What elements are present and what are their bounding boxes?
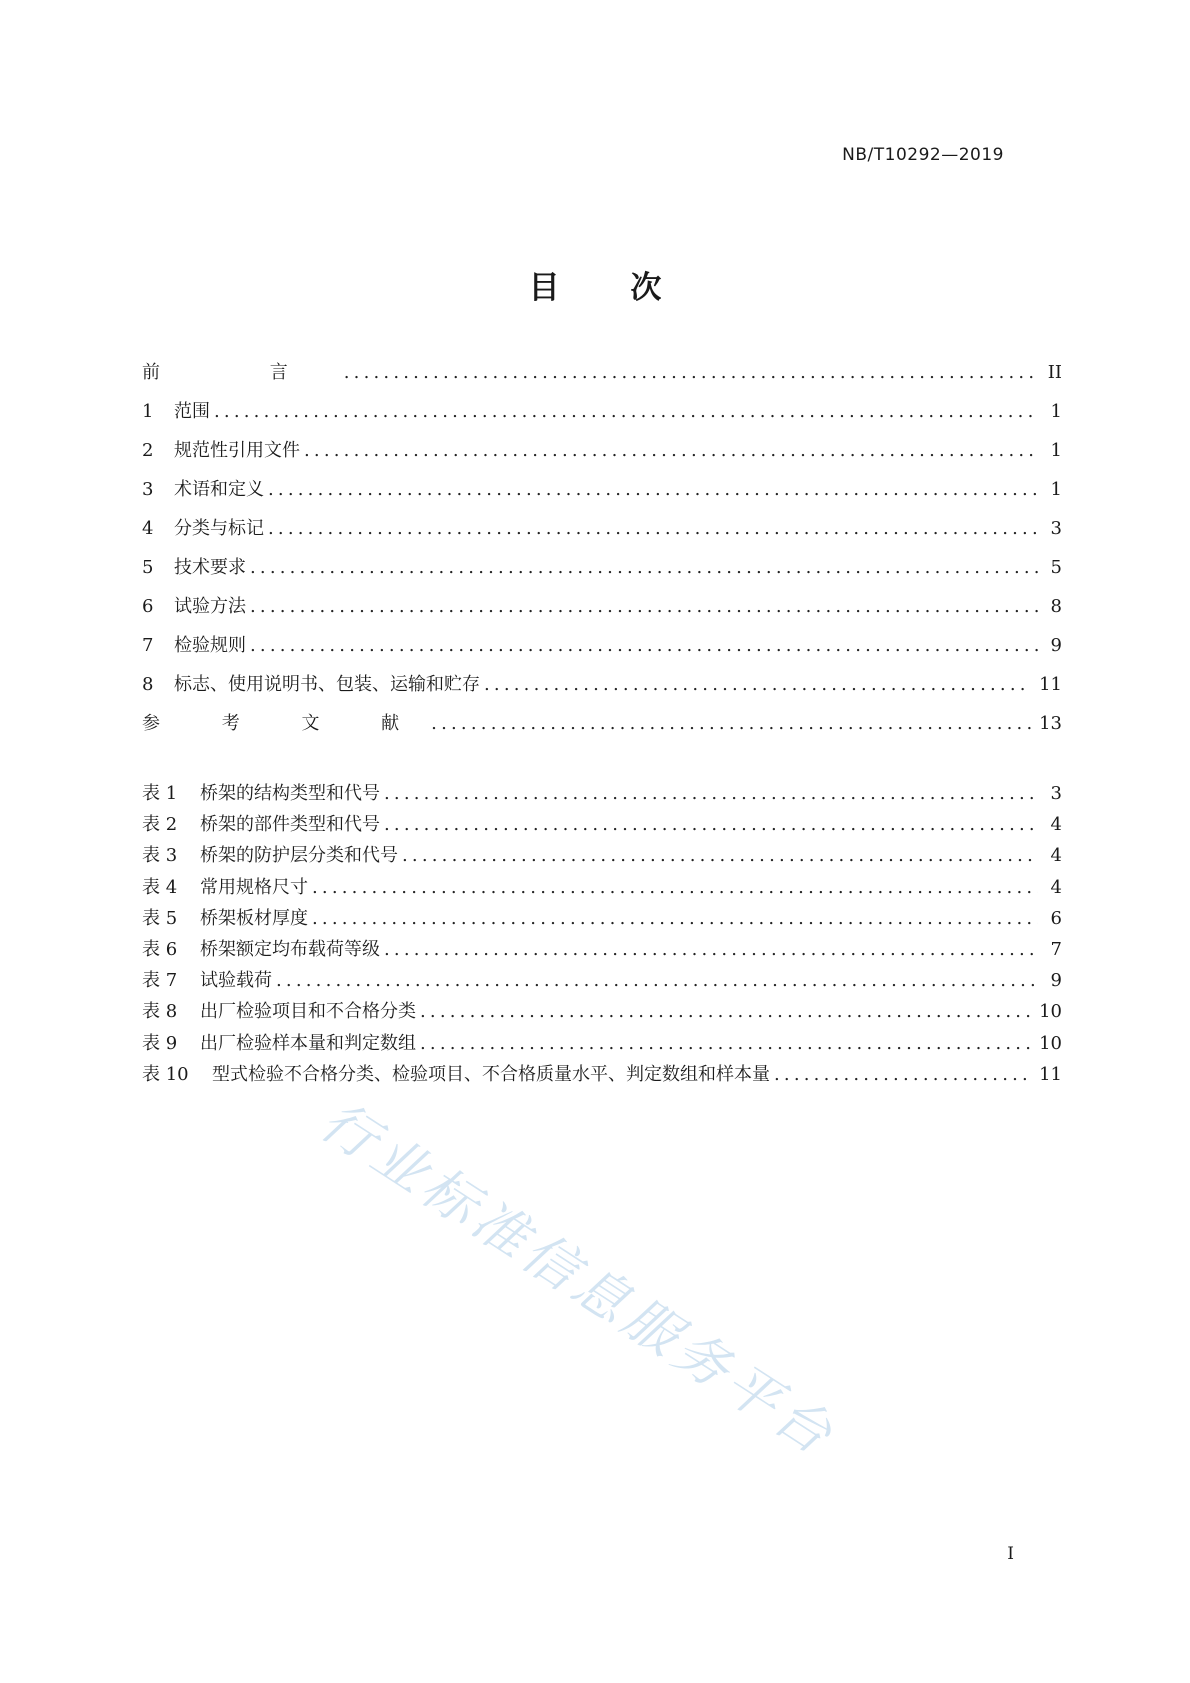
toc-entry-label: 分类与标记 — [174, 518, 264, 539]
toc-entry[interactable] — [142, 670, 1062, 709]
toc-table-label: 常用规格尺寸 — [200, 876, 308, 898]
toc-entry-label: 规范性引用文件 — [174, 440, 300, 461]
toc-table-entry[interactable] — [142, 904, 1062, 935]
toc-table-entry[interactable] — [142, 1060, 1062, 1091]
toc-entry-page: 13 — [1039, 713, 1062, 734]
page-number: I — [1007, 1544, 1014, 1564]
toc-table-entry[interactable] — [142, 841, 1062, 872]
toc-leader-dots — [250, 596, 1038, 617]
toc-entry-page: 1 — [1050, 440, 1062, 461]
toc-table-label: 桥架的结构类型和代号 — [200, 783, 380, 804]
toc-table-page: 9 — [1050, 970, 1062, 992]
toc-table-page: 6 — [1050, 907, 1062, 929]
toc-leader-dots — [420, 1001, 1031, 1022]
toc-entry[interactable] — [142, 358, 1062, 397]
toc-leader-dots — [431, 713, 1031, 734]
toc-table-page: 3 — [1050, 783, 1062, 804]
toc-table-label: 出厂检验项目和不合格分类 — [200, 1001, 416, 1023]
toc-tables-list — [142, 779, 1062, 1091]
toc-entry-page: 1 — [1050, 401, 1062, 422]
toc-table-entry[interactable] — [142, 810, 1062, 841]
toc-table-page: 10 — [1039, 1032, 1062, 1054]
toc-leader-dots — [304, 440, 1038, 461]
page-title: 目 次 — [528, 270, 692, 306]
toc-entry-number: 6 — [142, 596, 154, 617]
toc-table-entry[interactable] — [142, 966, 1062, 997]
toc-leader-dots — [312, 908, 1038, 929]
toc-entry[interactable] — [142, 631, 1062, 670]
toc-entry-page: 11 — [1039, 674, 1062, 695]
table-of-contents — [142, 358, 1062, 1091]
toc-table-number: 表 2 — [142, 814, 178, 836]
toc-table-number: 表 7 — [142, 970, 178, 992]
toc-leader-dots — [214, 401, 1038, 422]
toc-table-number: 表 5 — [142, 907, 178, 929]
toc-table-page: 11 — [1039, 1063, 1062, 1085]
toc-table-label: 桥架额定均布载荷等级 — [200, 938, 380, 960]
toc-table-number: 表 3 — [142, 845, 178, 867]
toc-entry-page: 9 — [1050, 635, 1062, 656]
toc-leader-dots — [402, 845, 1038, 866]
toc-leader-dots — [420, 1033, 1031, 1054]
toc-table-label: 桥架的部件类型和代号 — [200, 814, 380, 836]
toc-entry-page: 8 — [1050, 596, 1062, 617]
toc-leader-dots — [268, 479, 1038, 500]
toc-table-entry[interactable] — [142, 997, 1062, 1028]
toc-table-page: 4 — [1050, 845, 1062, 867]
toc-entry-number: 7 — [142, 635, 154, 656]
toc-entry-label: 检验规则 — [174, 635, 246, 656]
toc-entry-label: 术语和定义 — [174, 479, 264, 500]
toc-entry[interactable] — [142, 475, 1062, 514]
toc-entry-label: 参 考 文 献 — [142, 713, 428, 734]
toc-entry-number: 3 — [142, 479, 154, 500]
toc-entry[interactable] — [142, 592, 1062, 631]
toc-entry-number: 2 — [142, 440, 154, 461]
toc-main-list — [142, 358, 1062, 748]
toc-table-entry[interactable] — [142, 779, 1062, 810]
toc-table-entry[interactable] — [142, 1029, 1062, 1060]
toc-table-number: 表 4 — [142, 876, 178, 898]
toc-entry-label: 试验方法 — [174, 596, 246, 617]
toc-entry-page: 5 — [1050, 557, 1062, 578]
toc-table-label: 出厂检验样本量和判定数组 — [200, 1032, 416, 1054]
toc-leader-dots — [344, 362, 1038, 383]
toc-table-number: 表 8 — [142, 1001, 178, 1023]
toc-leader-dots — [250, 635, 1038, 656]
toc-leader-dots — [276, 970, 1038, 991]
toc-leader-dots — [312, 877, 1038, 898]
toc-table-number: 表 6 — [142, 938, 178, 960]
toc-leader-dots — [774, 1064, 1031, 1085]
watermark: 行业标准信息服务平台 — [309, 1089, 848, 1469]
toc-entry-page: 1 — [1050, 479, 1062, 500]
toc-entry[interactable] — [142, 397, 1062, 436]
toc-table-number: 表 9 — [142, 1032, 178, 1054]
toc-entry-number: 5 — [142, 557, 154, 578]
toc-table-page: 4 — [1050, 814, 1062, 836]
toc-table-entry[interactable] — [142, 935, 1062, 966]
toc-entry[interactable] — [142, 436, 1062, 475]
toc-table-page: 4 — [1050, 876, 1062, 898]
toc-leader-dots — [384, 814, 1038, 835]
toc-entry-number: 4 — [142, 518, 154, 539]
toc-leader-dots — [484, 674, 1031, 695]
toc-entry[interactable] — [142, 709, 1062, 748]
toc-table-label: 试验载荷 — [200, 970, 272, 992]
toc-table-page: 10 — [1039, 1001, 1062, 1023]
toc-entry-page: II — [1047, 362, 1062, 383]
toc-entry-number: 1 — [142, 401, 154, 422]
toc-entry-label: 范围 — [174, 401, 210, 422]
standard-code: NB/T10292—2019 — [842, 145, 1004, 165]
toc-table-number: 表 10 — [142, 1063, 189, 1085]
toc-table-entry[interactable] — [142, 873, 1062, 904]
toc-table-label: 桥架板材厚度 — [200, 907, 308, 929]
toc-entry-page: 3 — [1050, 518, 1062, 539]
toc-leader-dots — [268, 518, 1038, 539]
toc-leader-dots — [384, 939, 1038, 960]
toc-entry-label: 技术要求 — [174, 557, 246, 578]
toc-entry[interactable] — [142, 553, 1062, 592]
toc-table-label: 桥架的防护层分类和代号 — [200, 845, 398, 867]
toc-leader-dots — [384, 783, 1038, 804]
toc-table-number: 表 1 — [142, 783, 178, 804]
toc-entry-label: 前 言 — [142, 362, 340, 383]
toc-entry-number: 8 — [142, 674, 154, 695]
toc-entry-label: 标志、使用说明书、包装、运输和贮存 — [174, 674, 480, 695]
toc-table-label: 型式检验不合格分类、检验项目、不合格质量水平、判定数组和样本量 — [212, 1063, 770, 1085]
toc-entry[interactable] — [142, 514, 1062, 553]
toc-leader-dots — [250, 557, 1038, 578]
toc-table-page: 7 — [1050, 938, 1062, 960]
